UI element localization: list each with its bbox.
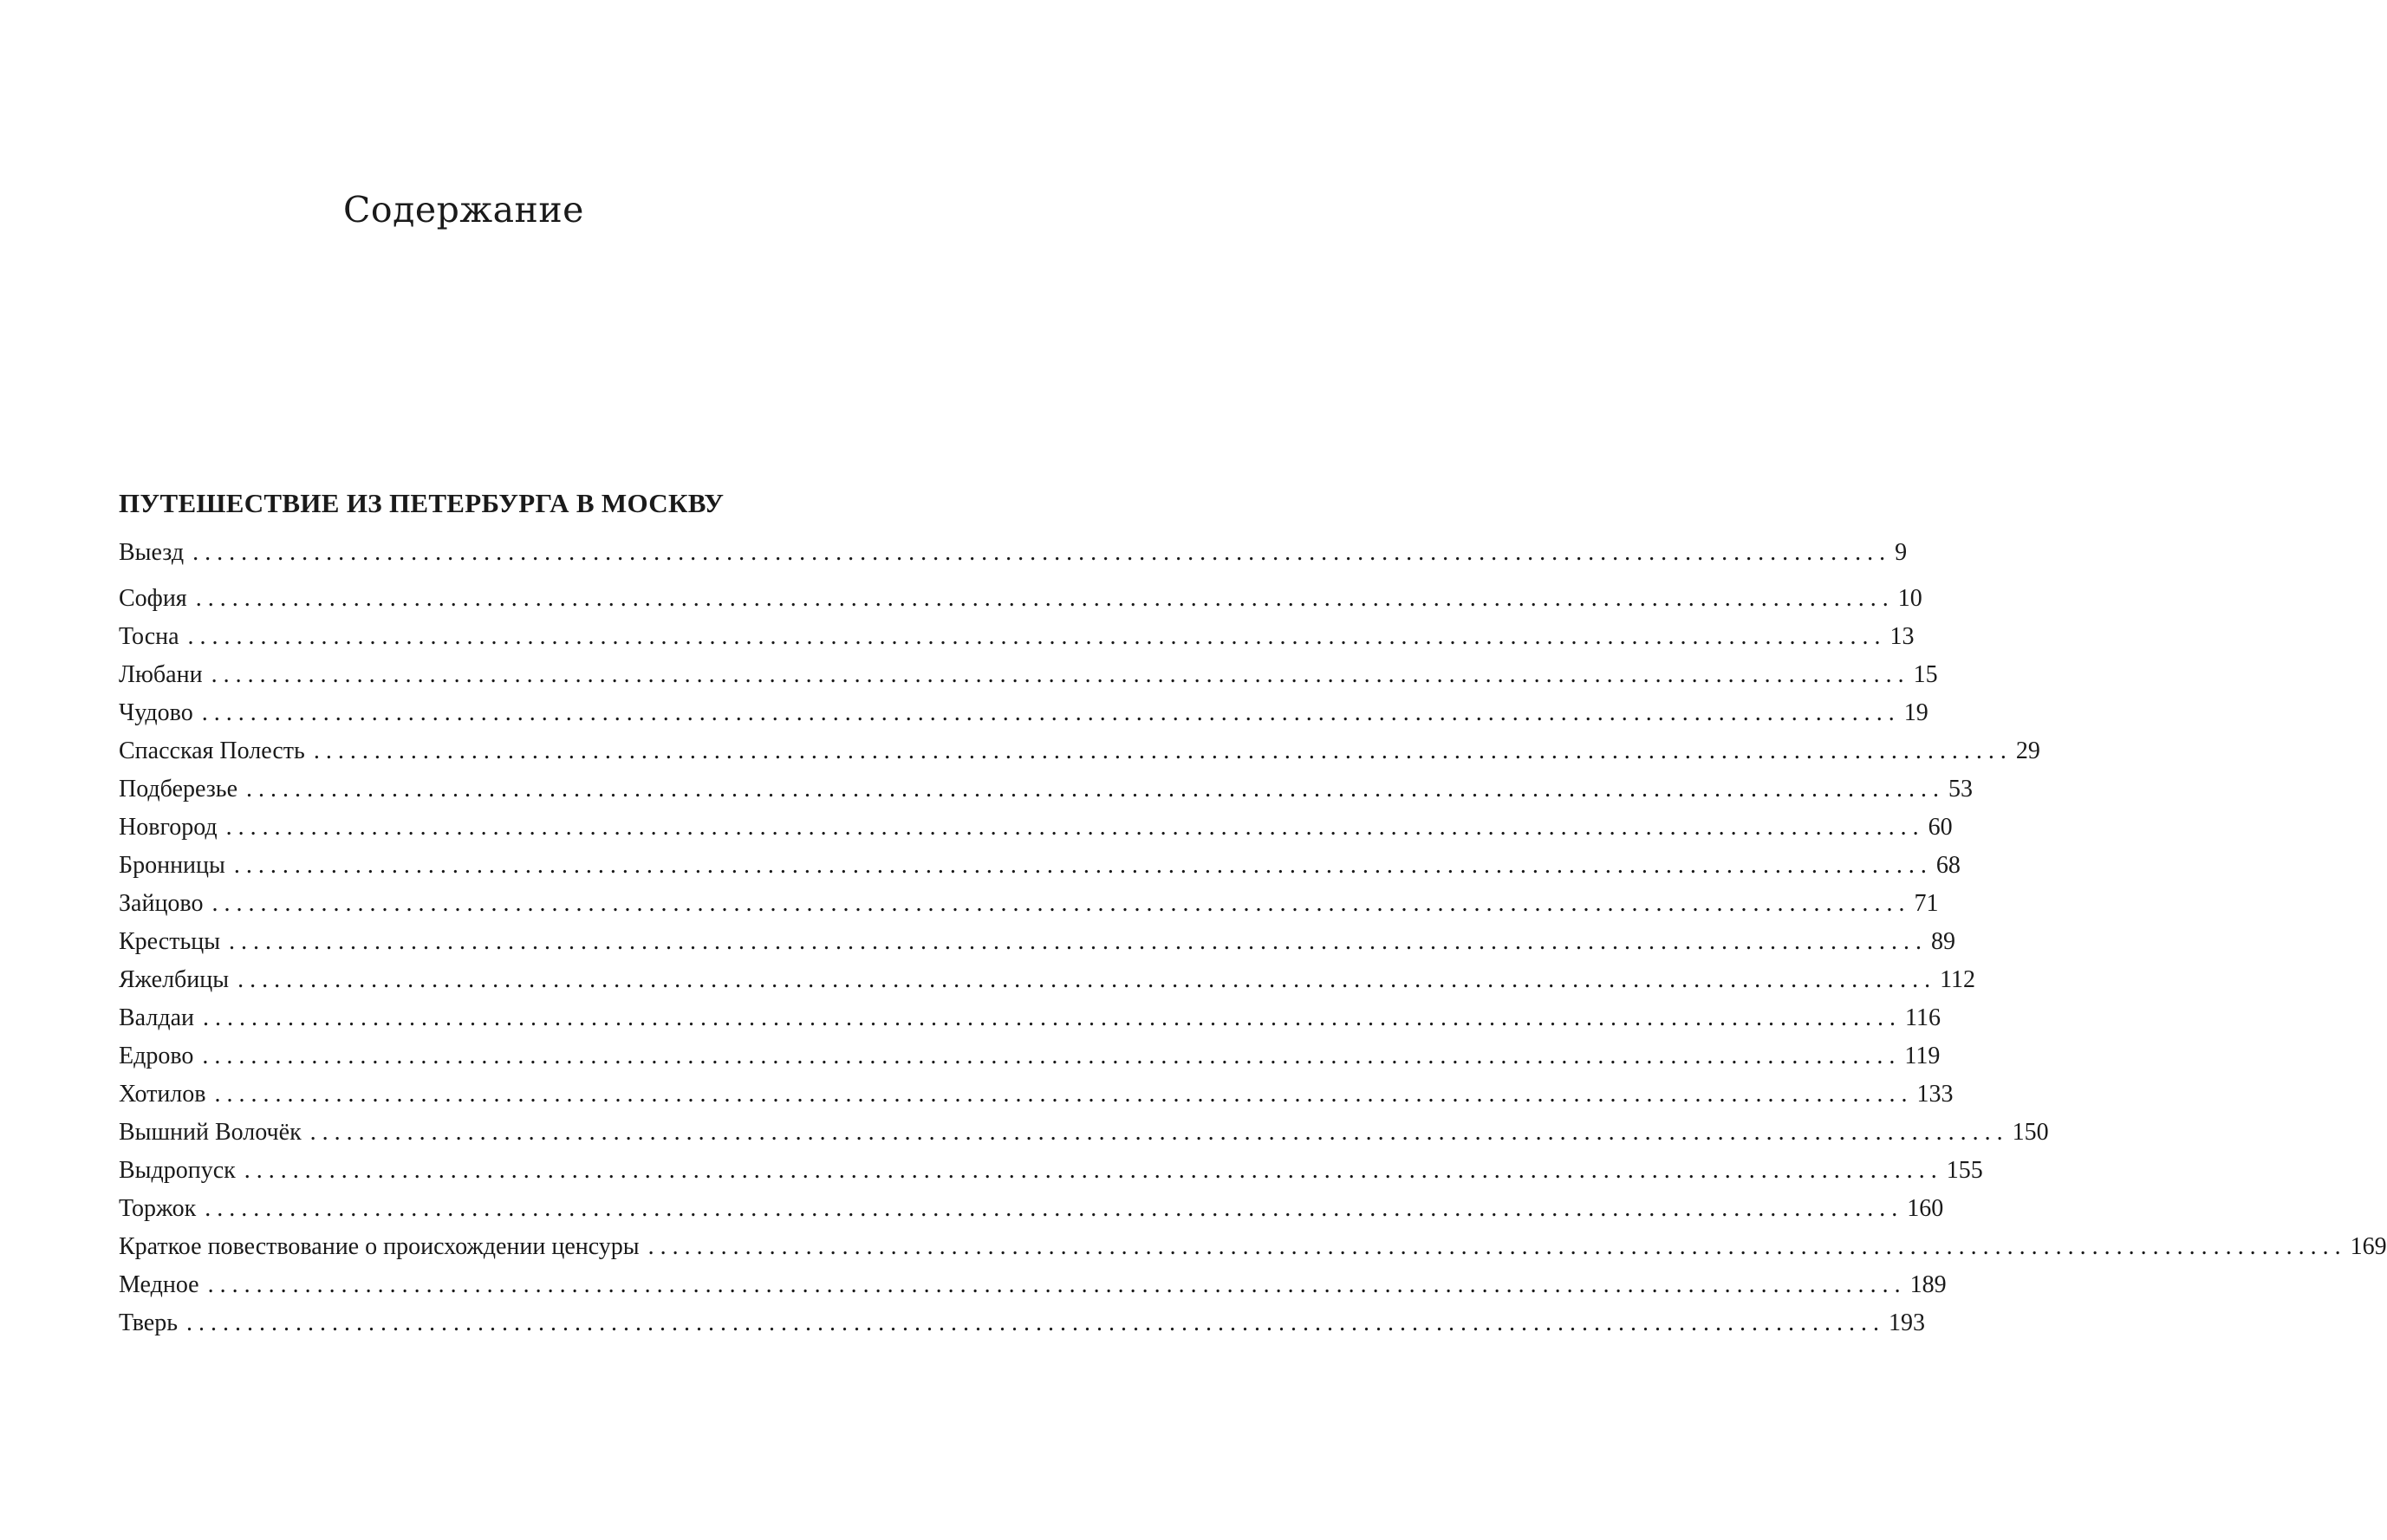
- toc-entry-title: Бронницы: [119, 852, 225, 879]
- toc-entry-page: 68: [1935, 852, 1961, 879]
- dot-leader: ............................................................................................................................................: [201, 699, 1901, 726]
- toc-entry[interactable]: [119, 1037, 1941, 1075]
- toc-entry-page: 193: [1888, 1309, 1925, 1336]
- dot-leader: ............................................................................................................................................: [647, 1233, 2347, 1260]
- toc-entry[interactable]: [119, 809, 1953, 847]
- toc-entry-title: Краткое повествование о происхождении ценсуры: [119, 1233, 640, 1260]
- toc-entry[interactable]: [119, 1304, 1925, 1342]
- toc-entry-page: 150: [2012, 1119, 2049, 1146]
- toc-entry-title: Спасская Полесть: [119, 738, 305, 764]
- toc-entry[interactable]: [119, 847, 1961, 885]
- toc-entry-page: 13: [1889, 623, 1915, 650]
- toc-entry[interactable]: [119, 1266, 1947, 1304]
- toc-entry-title: Тосна: [119, 623, 179, 650]
- dot-leader: ............................................................................................................................................: [229, 928, 1928, 955]
- toc-entry-title: Крестьцы: [119, 928, 221, 955]
- toc-entry-title: Яжелбицы: [119, 966, 230, 993]
- toc-entry-page: 155: [1946, 1157, 1983, 1184]
- table-of-contents: [119, 534, 2387, 1342]
- toc-entry-page: 112: [1940, 966, 1976, 993]
- section-heading: ПУТЕШЕСТВИЕ ИЗ ПЕТЕРБУРГА В МОСКВУ: [119, 488, 725, 518]
- dot-leader: ............................................................................................................................................: [211, 890, 1911, 917]
- toc-entry[interactable]: [119, 1228, 2387, 1266]
- toc-entry[interactable]: [119, 618, 1915, 656]
- dot-leader: ............................................................................................................................................: [309, 1119, 2009, 1146]
- dot-leader: ............................................................................................................................................: [192, 539, 1892, 566]
- dot-leader: ............................................................................................................................................: [214, 1081, 1914, 1108]
- toc-entry[interactable]: [119, 1190, 1944, 1228]
- dot-leader: ............................................................................................................................................: [205, 1195, 1904, 1222]
- toc-entry-page: 10: [1897, 585, 1922, 612]
- toc-entry-page: 60: [1928, 814, 1953, 841]
- dot-leader: ............................................................................................................................................: [195, 585, 1895, 612]
- dot-leader: ............................................................................................................................................: [187, 623, 1887, 650]
- toc-entry-page: 9: [1895, 539, 1908, 566]
- toc-entry[interactable]: [119, 923, 1956, 961]
- page-title: Содержание: [343, 189, 584, 231]
- toc-entry-page: 169: [2350, 1233, 2387, 1260]
- dot-leader: ............................................................................................................................................: [246, 776, 1945, 802]
- dot-leader: ............................................................................................................................................: [237, 966, 1937, 993]
- toc-entry-page: 71: [1914, 890, 1939, 917]
- toc-entry-title: Хотилов: [119, 1081, 206, 1108]
- toc-entry-title: Выдропуск: [119, 1157, 236, 1184]
- toc-entry[interactable]: [119, 694, 1928, 732]
- toc-entry[interactable]: [119, 885, 1939, 923]
- toc-entry-page: 116: [1904, 1004, 1941, 1031]
- toc-entry-page: 15: [1913, 661, 1938, 688]
- dot-leader: ............................................................................................................................................: [185, 1309, 1885, 1336]
- toc-entry[interactable]: [119, 961, 1976, 999]
- toc-entry[interactable]: [119, 580, 1922, 618]
- toc-entry-page: 119: [1904, 1043, 1941, 1069]
- toc-entry-title: Медное: [119, 1271, 199, 1298]
- dot-leader: ............................................................................................................................................: [207, 1271, 1907, 1298]
- dot-leader: ............................................................................................................................................: [233, 852, 1933, 879]
- toc-entry[interactable]: [119, 1075, 1954, 1114]
- toc-entry-title: Торжок: [119, 1195, 197, 1222]
- toc-entry[interactable]: [119, 732, 2040, 770]
- toc-entry-page: 160: [1907, 1195, 1944, 1222]
- toc-entry-page: 189: [1909, 1271, 1947, 1298]
- toc-entry-title: Чудово: [119, 699, 193, 726]
- dot-leader: ............................................................................................................................................: [225, 814, 1925, 841]
- toc-entry-title: Тверь: [119, 1309, 178, 1336]
- dot-leader: ............................................................................................................................................: [313, 738, 2013, 764]
- toc-entry[interactable]: [119, 1152, 1983, 1190]
- toc-entry-page: 89: [1931, 928, 1956, 955]
- dot-leader: ............................................................................................................................................: [244, 1157, 1943, 1184]
- toc-entry[interactable]: [119, 656, 1938, 694]
- toc-entry[interactable]: [119, 770, 1973, 809]
- toc-entry-title: Подберезье: [119, 776, 237, 802]
- toc-entry-title: София: [119, 585, 187, 612]
- dot-leader: ............................................................................................................................................: [202, 1004, 1902, 1031]
- dot-leader: ............................................................................................................................................: [202, 1043, 1902, 1069]
- toc-entry-page: 133: [1916, 1081, 1954, 1108]
- toc-entry-title: Любани: [119, 661, 203, 688]
- toc-entry-title: Новгород: [119, 814, 218, 841]
- toc-entry[interactable]: [119, 999, 1941, 1037]
- toc-entry[interactable]: [119, 534, 1908, 572]
- toc-entry-title: Едрово: [119, 1043, 194, 1069]
- toc-entry[interactable]: [119, 1114, 2049, 1152]
- toc-entry-title: Зайцово: [119, 890, 204, 917]
- toc-entry-page: 29: [2015, 738, 2040, 764]
- dot-leader: ............................................................................................................................................: [211, 661, 1910, 688]
- toc-entry-title: Выезд: [119, 539, 185, 566]
- toc-entry-page: 19: [1903, 699, 1928, 726]
- toc-entry-title: Валдаи: [119, 1004, 194, 1031]
- toc-entry-title: Вышний Волочёк: [119, 1119, 302, 1146]
- toc-entry-page: 53: [1948, 776, 1973, 802]
